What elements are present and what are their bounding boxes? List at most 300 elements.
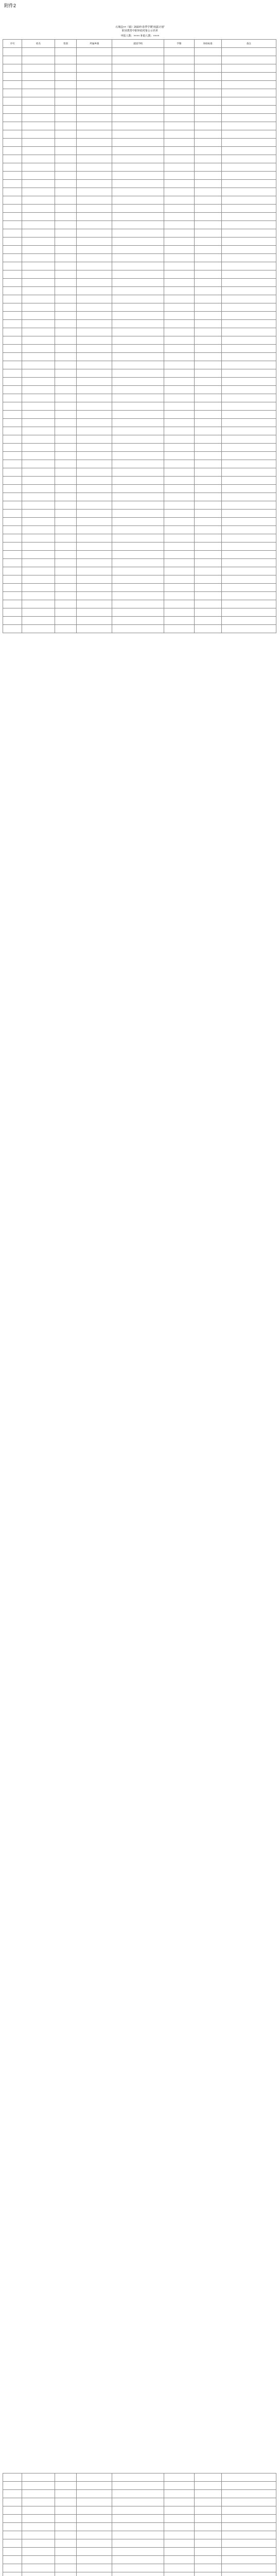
table-cell: [22, 518, 55, 526]
table-cell: [3, 2556, 22, 2564]
table-cell: [55, 526, 76, 534]
table-cell: [22, 303, 55, 312]
table-cell: [164, 2482, 194, 2490]
table-cell: [112, 427, 164, 435]
table-cell: [194, 452, 221, 460]
table-cell: [22, 81, 55, 89]
table-cell: [194, 394, 221, 402]
table-cell: [55, 229, 76, 238]
table-cell: [55, 48, 76, 56]
table-cell: [194, 353, 221, 361]
table-cell: [3, 534, 22, 543]
table-cell: [221, 394, 276, 402]
table-cell: [77, 543, 112, 551]
table-cell: [77, 608, 112, 617]
table-cell: [112, 320, 164, 328]
table-cell: [221, 353, 276, 361]
table-cell: [3, 270, 22, 279]
table-cell: [194, 501, 221, 510]
table-cell: [77, 369, 112, 378]
table-row: [3, 213, 276, 221]
table-cell: [3, 394, 22, 402]
table-cell: [164, 435, 194, 444]
table-cell: [194, 163, 221, 172]
table-cell: [3, 89, 22, 97]
table-cell: [221, 254, 276, 262]
table-cell: [55, 56, 76, 64]
table-row: [3, 386, 276, 394]
table-cell: [164, 287, 194, 295]
table-cell: [221, 262, 276, 270]
table-cell: [194, 287, 221, 295]
table-cell: [55, 279, 76, 287]
table-cell: [22, 279, 55, 287]
table-cell: [164, 221, 194, 229]
table-cell: [221, 56, 276, 64]
table-cell: [55, 205, 76, 213]
table-cell: [3, 229, 22, 238]
table-cell: [77, 287, 112, 295]
table-cell: [22, 262, 55, 270]
table-cell: [77, 238, 112, 246]
table-cell: [22, 2531, 55, 2539]
table-cell: [55, 64, 76, 73]
table-cell: [164, 2515, 194, 2523]
table-cell: [194, 2498, 221, 2506]
table-cell: [77, 534, 112, 543]
table-row: [3, 229, 276, 238]
table-cell: [164, 64, 194, 73]
table-cell: [194, 534, 221, 543]
table-cell: [22, 229, 55, 238]
table-cell: [3, 139, 22, 147]
table-cell: [77, 97, 112, 106]
table-cell: [22, 575, 55, 584]
table-cell: [3, 336, 22, 345]
table-cell: [194, 617, 221, 625]
table-cell: [221, 172, 276, 180]
table-row: [3, 139, 276, 147]
table-cell: [221, 213, 276, 221]
table-cell: [77, 575, 112, 584]
table-row: [3, 584, 276, 592]
table-row: [3, 196, 276, 205]
table-cell: [112, 460, 164, 468]
table-cell: [3, 130, 22, 139]
table-cell: [3, 369, 22, 378]
table-header-row: [3, 40, 276, 48]
table-cell: [221, 205, 276, 213]
table-cell: [194, 510, 221, 518]
table-cell: [194, 48, 221, 56]
table-cell: [77, 270, 112, 279]
table-cell: [55, 172, 76, 180]
table-cell: [22, 180, 55, 188]
table-cell: [55, 2482, 76, 2490]
table-cell: [112, 567, 164, 575]
table-row: [3, 477, 276, 485]
table-row: [3, 378, 276, 386]
table-cell: [55, 147, 76, 155]
table-cell: [194, 2539, 221, 2548]
table-cell: [55, 122, 76, 130]
table-cell: [55, 2564, 76, 2572]
table-cell: [22, 2572, 55, 2576]
table-cell: [164, 394, 194, 402]
table-cell: [112, 2506, 164, 2515]
table-cell: [112, 559, 164, 567]
table-cell: [22, 122, 55, 130]
table-cell: [221, 2506, 276, 2515]
table-cell: [221, 369, 276, 378]
table-cell: [112, 336, 164, 345]
table-cell: [55, 221, 76, 229]
table-cell: [221, 147, 276, 155]
table-cell: [194, 369, 221, 378]
table-cell: [112, 229, 164, 238]
table-cell: [3, 625, 22, 633]
table-cell: [164, 2548, 194, 2556]
table-cell: [164, 468, 194, 477]
table-cell: [221, 477, 276, 485]
table-cell: [77, 221, 112, 229]
table-cell: [112, 551, 164, 559]
table-cell: [77, 493, 112, 501]
table-cell: [194, 468, 221, 477]
table-cell: [221, 460, 276, 468]
list-title-line-2: 职业教育中职补助对象公示名单: [121, 29, 158, 32]
table-cell: [164, 312, 194, 320]
table-cell: [22, 2506, 55, 2515]
table-cell: [55, 427, 76, 435]
table-row: [3, 287, 276, 295]
table-row: [3, 163, 276, 172]
table-row: [3, 279, 276, 287]
table-cell: [77, 518, 112, 526]
table-cell: [22, 2539, 55, 2548]
header-cell: 序号: [3, 40, 22, 48]
table-cell: [77, 2473, 112, 2482]
table-cell: [164, 320, 194, 328]
table-cell: [221, 64, 276, 73]
table-cell: [221, 114, 276, 122]
table-row: [3, 312, 276, 320]
table-cell: [164, 2539, 194, 2548]
table-cell: [3, 600, 22, 608]
table-cell: [22, 155, 55, 163]
table-cell: [77, 188, 112, 196]
table-cell: [194, 608, 221, 617]
table-cell: [3, 147, 22, 155]
table-cell: [221, 270, 276, 279]
table-cell: [194, 419, 221, 427]
table-cell: [194, 122, 221, 130]
table-cell: [3, 196, 22, 205]
table-cell: [112, 2482, 164, 2490]
table-cell: [3, 2531, 22, 2539]
table-cell: [3, 2523, 22, 2531]
table-cell: [194, 89, 221, 97]
table-cell: [194, 172, 221, 180]
table-row: [3, 369, 276, 378]
table-cell: [55, 2556, 76, 2564]
table-cell: [194, 2556, 221, 2564]
table-cell: [194, 130, 221, 139]
table-cell: [112, 213, 164, 221]
table-cell: [164, 180, 194, 188]
table-cell: [221, 361, 276, 369]
table-cell: [22, 114, 55, 122]
table-cell: [112, 402, 164, 411]
table-cell: [221, 221, 276, 229]
table-cell: [77, 205, 112, 213]
table-cell: [22, 287, 55, 295]
table-cell: [164, 427, 194, 435]
table-row: [3, 625, 276, 633]
table-cell: [3, 2515, 22, 2523]
table-cell: [22, 468, 55, 477]
table-cell: [3, 485, 22, 493]
table-cell: [3, 97, 22, 106]
table-cell: [164, 122, 194, 130]
table-cell: [221, 2490, 276, 2498]
table-cell: [164, 575, 194, 584]
table-cell: [112, 501, 164, 510]
table-cell: [55, 295, 76, 303]
table-cell: [194, 575, 221, 584]
table-cell: [55, 600, 76, 608]
table-cell: [77, 56, 112, 64]
table-cell: [3, 246, 22, 254]
table-cell: [22, 444, 55, 452]
table-cell: [112, 2539, 164, 2548]
table-cell: [77, 89, 112, 97]
table-cell: [22, 196, 55, 205]
table-cell: [3, 188, 22, 196]
table-cell: [194, 180, 221, 188]
table-cell: [77, 625, 112, 633]
table-cell: [77, 130, 112, 139]
table-cell: [221, 2564, 276, 2572]
table-cell: [77, 386, 112, 394]
table-cell: [77, 2548, 112, 2556]
table-cell: [55, 2506, 76, 2515]
table-cell: [112, 97, 164, 106]
table-cell: [194, 2506, 221, 2515]
table-cell: [112, 378, 164, 386]
table-cell: [77, 139, 112, 147]
table-cell: [221, 567, 276, 575]
table-cell: [77, 2506, 112, 2515]
table-cell: [22, 526, 55, 534]
table-cell: [22, 328, 55, 336]
table-cell: [55, 163, 76, 172]
table-cell: [22, 56, 55, 64]
table-cell: [221, 402, 276, 411]
table-cell: [194, 221, 221, 229]
table-cell: [112, 2473, 164, 2482]
table-cell: [22, 452, 55, 460]
table-cell: [3, 2490, 22, 2498]
table-cell: [77, 559, 112, 567]
table-cell: [164, 56, 194, 64]
table-cell: [77, 2531, 112, 2539]
table-cell: [22, 353, 55, 361]
table-cell: [221, 608, 276, 617]
table-cell: [55, 435, 76, 444]
table-cell: [77, 584, 112, 592]
table-cell: [22, 2564, 55, 2572]
table-row: [3, 419, 276, 427]
table-cell: [55, 180, 76, 188]
annex-label-top: 附件2: [4, 3, 16, 8]
table-cell: [112, 254, 164, 262]
table-cell: [77, 435, 112, 444]
table-cell: [164, 402, 194, 411]
table-cell: [3, 287, 22, 295]
table-cell: [164, 130, 194, 139]
table-cell: [55, 386, 76, 394]
table-cell: [22, 64, 55, 73]
table-cell: [3, 468, 22, 477]
table-cell: [194, 81, 221, 89]
table-cell: [77, 2523, 112, 2531]
table-row: [3, 468, 276, 477]
table-cell: [77, 48, 112, 56]
table-cell: [3, 427, 22, 435]
table-cell: [221, 2572, 276, 2576]
table-cell: [194, 97, 221, 106]
table-cell: [112, 452, 164, 460]
table-cell: [164, 139, 194, 147]
table-row: [3, 106, 276, 114]
table-cell: [3, 2506, 22, 2515]
table-row: [3, 147, 276, 155]
table-cell: [55, 2539, 76, 2548]
table-cell: [22, 584, 55, 592]
table-row: [3, 411, 276, 419]
table-cell: [77, 229, 112, 238]
table-cell: [164, 608, 194, 617]
table-row: [3, 262, 276, 270]
table-cell: [55, 510, 76, 518]
table-cell: [55, 106, 76, 114]
table-row: [3, 130, 276, 139]
table-cell: [164, 97, 194, 106]
table-cell: [22, 2490, 55, 2498]
table-cell: [194, 279, 221, 287]
table-cell: [194, 246, 221, 254]
table-cell: [22, 221, 55, 229]
table-cell: [3, 279, 22, 287]
list-title: [0, 26, 280, 33]
table-cell: [3, 567, 22, 575]
table-row: [3, 56, 276, 64]
table-cell: [55, 114, 76, 122]
table-cell: [112, 419, 164, 427]
table-cell: [3, 559, 22, 567]
table-cell: [194, 295, 221, 303]
table-cell: [112, 64, 164, 73]
table-cell: [221, 130, 276, 139]
table-row: [3, 534, 276, 543]
table-cell: [112, 493, 164, 501]
table-cell: [3, 452, 22, 460]
table-cell: [112, 394, 164, 402]
table-cell: [55, 196, 76, 205]
table-cell: [55, 411, 76, 419]
table-cell: [112, 287, 164, 295]
table-cell: [221, 328, 276, 336]
table-cell: [55, 493, 76, 501]
table-cell: [112, 444, 164, 452]
table-cell: [221, 287, 276, 295]
table-cell: [221, 617, 276, 625]
table-cell: [194, 559, 221, 567]
table-cell: [55, 287, 76, 295]
table-cell: [3, 2572, 22, 2576]
table-cell: [112, 130, 164, 139]
table-cell: [164, 303, 194, 312]
table-cell: [221, 155, 276, 163]
table-cell: [3, 205, 22, 213]
table-cell: [194, 155, 221, 163]
table-cell: [77, 2515, 112, 2523]
table-cell: [22, 172, 55, 180]
table-cell: [221, 345, 276, 353]
table-cell: [164, 460, 194, 468]
table-cell: [112, 279, 164, 287]
table-cell: [22, 534, 55, 543]
table-cell: [164, 501, 194, 510]
table-cell: [22, 493, 55, 501]
table-row: [3, 559, 276, 567]
table-cell: [3, 477, 22, 485]
table-cell: [3, 163, 22, 172]
table-cell: [194, 2490, 221, 2498]
table-cell: [55, 262, 76, 270]
table-cell: [194, 518, 221, 526]
table-cell: [164, 262, 194, 270]
table-cell: [55, 254, 76, 262]
table-cell: [55, 575, 76, 584]
table-cell: [77, 468, 112, 477]
table-cell: [77, 122, 112, 130]
table-cell: [77, 320, 112, 328]
table-cell: [22, 386, 55, 394]
table-cell: [55, 419, 76, 427]
table-cell: [194, 378, 221, 386]
header-cell: 姓名: [22, 40, 55, 48]
table-cell: [221, 551, 276, 559]
table-cell: [112, 246, 164, 254]
table-cell: [3, 617, 22, 625]
table-row: [3, 2539, 276, 2548]
table-cell: [112, 468, 164, 477]
table-cell: [55, 320, 76, 328]
table-row: [3, 427, 276, 435]
table-cell: [164, 493, 194, 501]
table-cell: [77, 196, 112, 205]
table-cell: [164, 2506, 194, 2515]
table-cell: [22, 559, 55, 567]
table-cell: [194, 551, 221, 559]
table-cell: [194, 345, 221, 353]
table-cell: [3, 551, 22, 559]
table-cell: [164, 485, 194, 493]
table-cell: [164, 369, 194, 378]
table-cell: [22, 485, 55, 493]
